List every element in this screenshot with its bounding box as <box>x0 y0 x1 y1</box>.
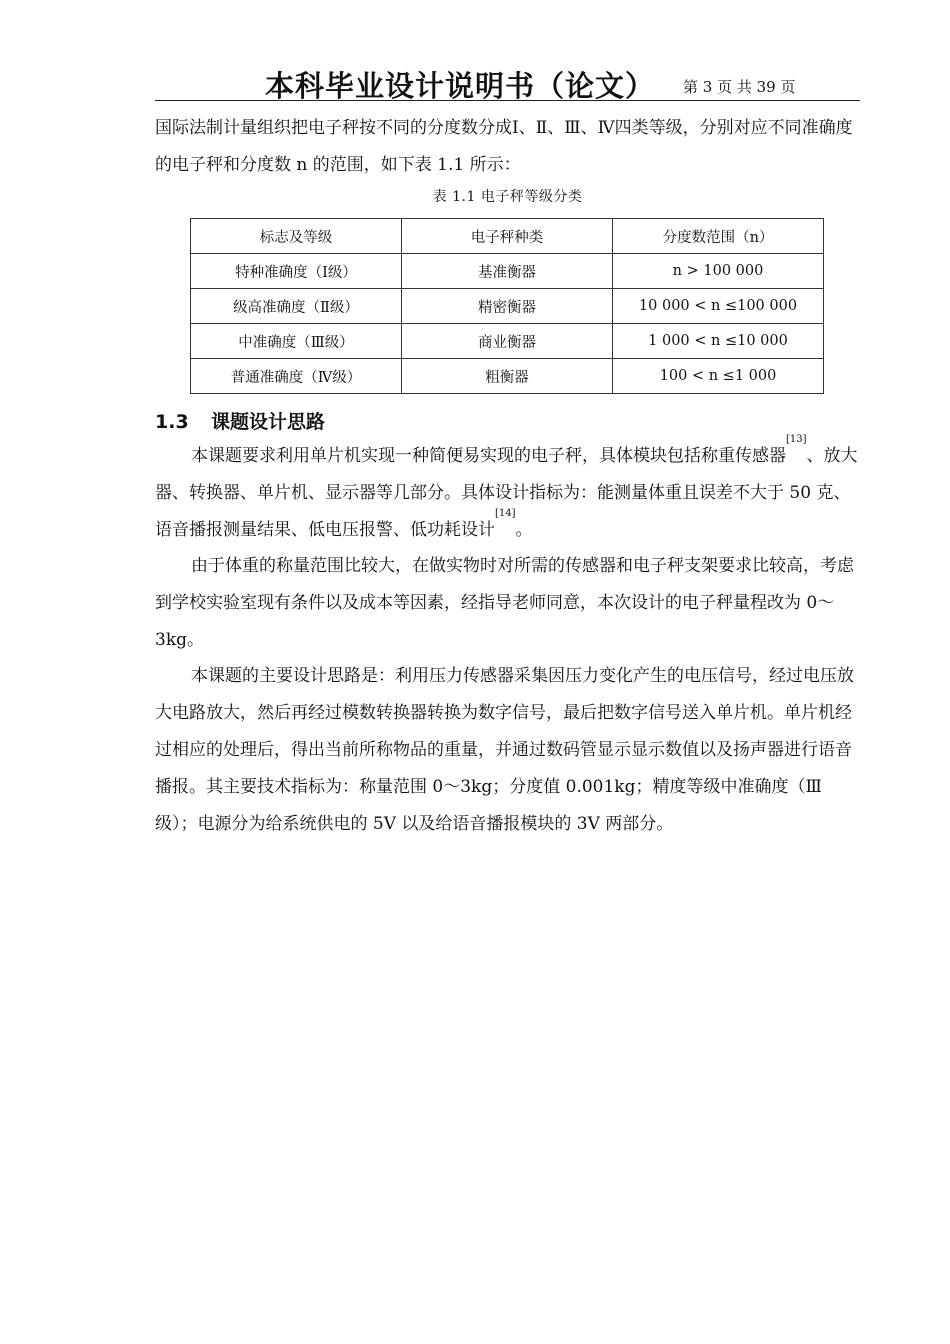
paragraph-text: 、放大器、转换器、单片机、显示器等几部分。具体设计指标为：能测量体重且误差不大于 50 克、语音播报测量结果、低电压报警、低功耗设计 <box>155 446 858 540</box>
table-row <box>191 324 824 359</box>
table-header-cell: 电子秤种类 <box>402 219 613 254</box>
table-row <box>191 359 824 394</box>
paragraph-design-approach: 本课题的主要设计思路是：利用压力传感器采集因压力变化产生的电压信号，经过电压放大电路放大，然后再经过模数转换器转换为数字信号，最后把数字信号送入单片机。单片机经过相应的处理后，得出当前所称物品的重量，并通过数码管显示显示数值以及扬声器进行语音播报。其主要技术指标为：称量范围 0～3kg；分度值 0.001kg；精度等级中准确度（Ⅲ级）；电源分为给系统供电的 5V 以及给语音播报模块的 3V 两部分。 <box>155 666 854 834</box>
table-cell: n > 100 000 <box>613 254 824 289</box>
table-cell: 精密衡器 <box>402 289 613 324</box>
table-header-cell: 标志及等级 <box>191 219 402 254</box>
paragraph-text: 本课题要求利用单片机实现一种简便易实现的电子秤，具体模块包括称重传感器 <box>191 446 786 466</box>
table-cell: 粗衡器 <box>402 359 613 394</box>
table-row <box>191 289 824 324</box>
citation-13: [13] <box>786 434 807 445</box>
paragraph-range-adjustment: 由于体重的称量范围比较大，在做实物时对所需的传感器和电子秤支架要求比较高，考虑到学校实验室现有条件以及成本等因素，经指导老师同意，本次设计的电子秤量程改为 0～3kg。 <box>155 556 854 650</box>
table-cell: 商业衡器 <box>402 324 613 359</box>
table-header-row <box>191 219 824 254</box>
table-cell: 普通准确度（Ⅳ级） <box>191 359 402 394</box>
paragraph-design-requirements <box>155 434 860 549</box>
table-cell: 100 < n ≤1 000 <box>613 359 824 394</box>
table-cell: 级高准确度（Ⅱ级） <box>191 289 402 324</box>
page-number: 第 3 页 共 39 页 <box>683 78 796 96</box>
section-number: 1.3 <box>155 411 189 433</box>
document-title: 本科毕业设计说明书（论文） <box>265 69 656 103</box>
paragraph-text: 。 <box>515 520 533 540</box>
table-header-cell: 分度数范围（n） <box>613 219 824 254</box>
intro-paragraph: 国际法制计量组织把电子秤按不同的分度数分成Ⅰ、Ⅱ、Ⅲ、Ⅳ四类等级，分别对应不同准确度的电子秤和分度数 n 的范围，如下表 1.1 所示： <box>155 118 853 175</box>
section-heading <box>155 407 325 434</box>
table-cell: 1 000 < n ≤10 000 <box>613 324 824 359</box>
table-cell: 中准确度（Ⅲ级） <box>191 324 402 359</box>
page-header <box>155 62 860 103</box>
grade-table <box>190 218 824 394</box>
table-cell: 10 000 < n ≤100 000 <box>613 289 824 324</box>
citation-14: [14] <box>495 508 516 519</box>
table-row <box>191 254 824 289</box>
section-title: 课题设计思路 <box>211 411 326 433</box>
table-cell: 特种准确度（Ⅰ级） <box>191 254 402 289</box>
table-caption: 表 1.1 电子秤等级分类 <box>432 189 583 205</box>
table-cell: 基准衡器 <box>402 254 613 289</box>
header-divider <box>155 100 860 101</box>
